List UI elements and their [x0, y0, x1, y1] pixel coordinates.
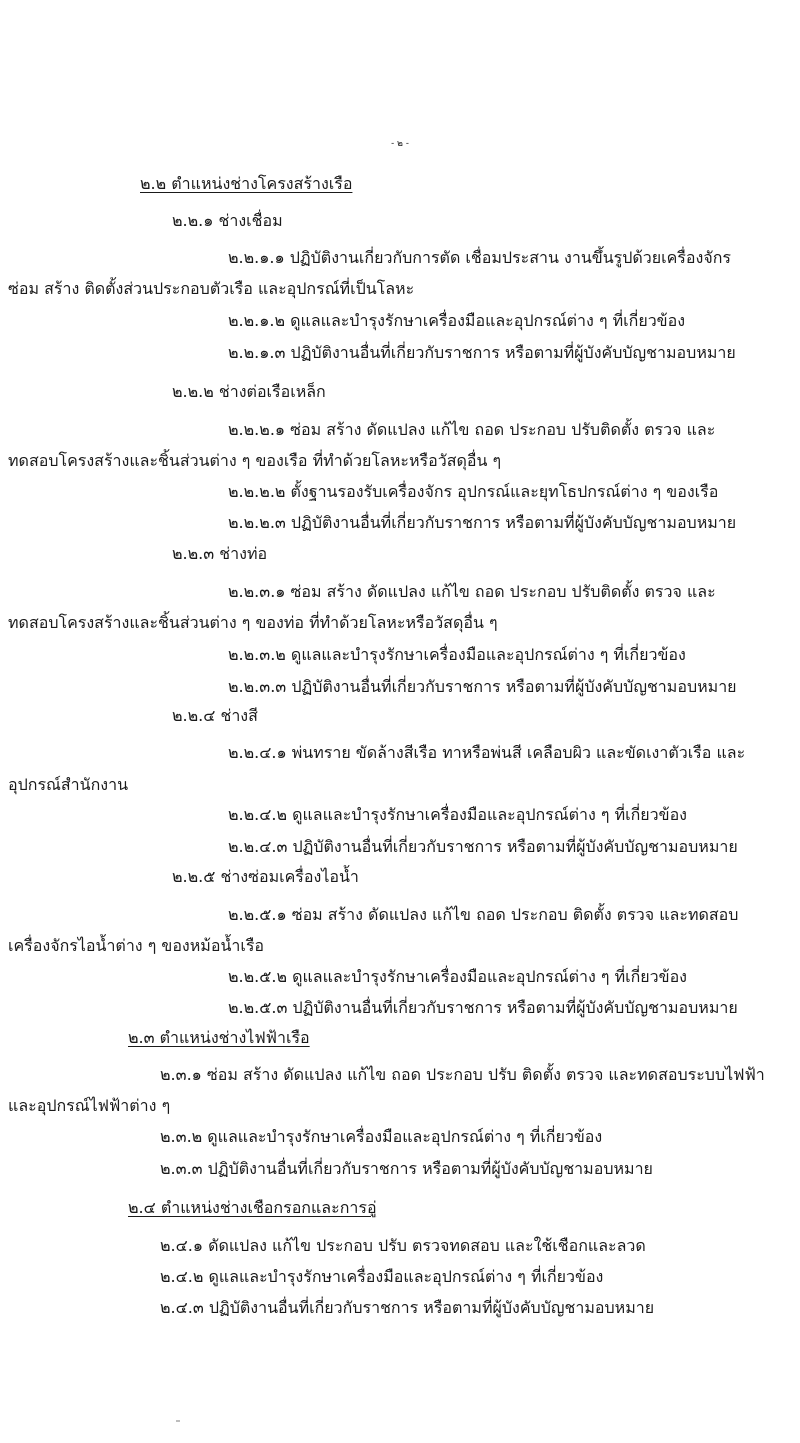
item-text: ๒.๒.๔.๑ พ่นทราย ขัดล้างสีเรือ ทาหรือพ่นสี เคลือบผิว และขัดเงาตัวเรือ และ [228, 743, 746, 762]
item-text: ๒.๒.๑.๑ ปฏิบัติงานเกี่ยวกับการตัด เชื่อมประสาน งานขึ้นรูปด้วยเครื่องจักร [228, 248, 731, 267]
item-text-continuation: อุปกรณ์สำนักงาน [8, 775, 128, 794]
scan-speck [176, 1420, 180, 1422]
item-text: ๒.๒.๒.๑ ซ่อม สร้าง ดัดแปลง แก้ไข ถอด ประกอบ ปรับติดตั้ง ตรวจ และ [228, 420, 716, 439]
item-text: ๒.๓.๒ ดูแลและบำรุงรักษาเครื่องมือและอุปกรณ์ต่าง ๆ ที่เกี่ยวข้อง [160, 1127, 603, 1146]
item-text-continuation: ทดสอบโครงสร้างและชิ้นส่วนต่าง ๆ ของท่อ ที่ทำด้วยโลหะหรือวัสดุอื่น ๆ [8, 613, 498, 632]
subsection-heading-2-2-2: ๒.๒.๒ ช่างต่อเรือเหล็ก [172, 382, 326, 401]
item-text-continuation: และอุปกรณ์ไฟฟ้าต่าง ๆ [8, 1096, 171, 1115]
item-text: ๒.๓.๓ ปฏิบัติงานอื่นที่เกี่ยวกับราชการ หรือตามที่ผู้บังคับบัญชามอบหมาย [160, 1159, 653, 1178]
item-text: ๒.๒.๔.๓ ปฏิบัติงานอื่นที่เกี่ยวกับราชการ หรือตามที่ผู้บังคับบัญชามอบหมาย [228, 837, 738, 856]
item-text: ๒.๒.๕.๓ ปฏิบัติงานอื่นที่เกี่ยวกับราชการ หรือตามที่ผู้บังคับบัญชามอบหมาย [228, 998, 738, 1017]
subsection-heading-2-2-1: ๒.๒.๑ ช่างเชื่อม [172, 211, 283, 230]
item-text: ๒.๔.๓ ปฏิบัติงานอื่นที่เกี่ยวกับราชการ หรือตามที่ผู้บังคับบัญชามอบหมาย [160, 1298, 655, 1317]
section-heading-2-2: ๒.๒ ตำแหน่งช่างโครงสร้างเรือ [140, 174, 353, 193]
item-text-continuation: ทดสอบโครงสร้างและชิ้นส่วนต่าง ๆ ของเรือ ที่ทำด้วยโลหะหรือวัสดุอื่น ๆ [8, 451, 502, 470]
subsection-heading-2-2-4: ๒.๒.๔ ช่างสี [172, 706, 258, 725]
item-text: ๒.๒.๕.๒ ดูแลและบำรุงรักษาเครื่องมือและอุปกรณ์ต่าง ๆ ที่เกี่ยวข้อง [228, 967, 687, 986]
subsection-heading-2-2-3: ๒.๒.๓ ช่างท่อ [172, 544, 268, 563]
item-text: ๒.๒.๓.๑ ซ่อม สร้าง ดัดแปลง แก้ไข ถอด ประกอบ ปรับติดตั้ง ตรวจ และ [228, 582, 716, 601]
item-text: ๒.๔.๑ ดัดแปลง แก้ไข ประกอบ ปรับ ตรวจทดสอบ และใช้เชือกและลวด [160, 1236, 646, 1255]
section-heading-2-3: ๒.๓ ตำแหน่งช่างไฟฟ้าเรือ [128, 1028, 310, 1047]
item-text: ๒.๒.๓.๓ ปฏิบัติงานอื่นที่เกี่ยวกับราชการ หรือตามที่ผู้บังคับบัญชามอบหมาย [228, 677, 737, 696]
item-text: ๒.๒.๓.๒ ดูแลและบำรุงรักษาเครื่องมือและอุปกรณ์ต่าง ๆ ที่เกี่ยวข้อง [228, 645, 686, 664]
item-text: ๒.๓.๑ ซ่อม สร้าง ดัดแปลง แก้ไข ถอด ประกอบ ปรับ ติดตั้ง ตรวจ และทดสอบระบบไฟฟ้า [160, 1065, 765, 1084]
subsection-heading-2-2-5: ๒.๒.๕ ช่างซ่อมเครื่องไอน้ำ [172, 867, 359, 886]
item-text-continuation: ซ่อม สร้าง ติดตั้งส่วนประกอบตัวเรือ และอุปกรณ์ที่เป็นโลหะ [8, 279, 415, 298]
item-text: ๒.๒.๑.๓ ปฏิบัติงานอื่นที่เกี่ยวกับราชการ หรือตามที่ผู้บังคับบัญชามอบหมาย [228, 343, 736, 362]
item-text: ๒.๒.๒.๓ ปฏิบัติงานอื่นที่เกี่ยวกับราชการ หรือตามที่ผู้บังคับบัญชามอบหมาย [228, 513, 737, 532]
item-text: ๒.๔.๒ ดูแลและบำรุงรักษาเครื่องมือและอุปกรณ์ต่าง ๆ ที่เกี่ยวข้อง [160, 1267, 604, 1286]
item-text: ๒.๒.๒.๒ ตั้งฐานรองรับเครื่องจักร อุปกรณ์และยุทโธปกรณ์ต่าง ๆ ของเรือ [228, 482, 719, 501]
page-number: - ๒ - [391, 139, 409, 149]
section-heading-2-4: ๒.๔ ตำแหน่งช่างเชือกรอกและการอู่ [128, 1198, 377, 1217]
item-text: ๒.๒.๕.๑ ซ่อม สร้าง ดัดแปลง แก้ไข ถอด ประกอบ ติดตั้ง ตรวจ และทดสอบ [228, 905, 739, 924]
item-text: ๒.๒.๑.๒ ดูแลและบำรุงรักษาเครื่องมือและอุปกรณ์ต่าง ๆ ที่เกี่ยวข้อง [228, 311, 686, 330]
item-text: ๒.๒.๔.๒ ดูแลและบำรุงรักษาเครื่องมือและอุปกรณ์ต่าง ๆ ที่เกี่ยวข้อง [228, 805, 687, 824]
item-text-continuation: เครื่องจักรไอน้ำต่าง ๆ ของหม้อน้ำเรือ [8, 936, 265, 955]
